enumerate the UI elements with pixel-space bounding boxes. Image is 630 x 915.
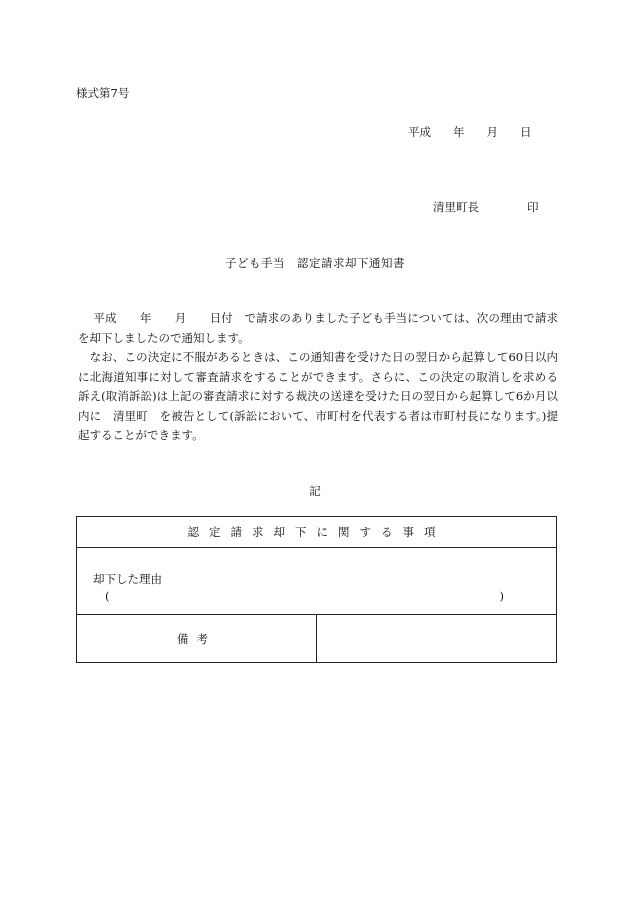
issuer-line	[433, 199, 539, 215]
seal-mark: 印	[527, 200, 539, 214]
reason-cell	[77, 548, 557, 615]
p1-year: 年	[139, 311, 152, 325]
p1-month: 月	[174, 311, 187, 325]
issue-date	[408, 124, 532, 140]
p1-day: 日付	[209, 311, 233, 325]
notice-paragraph-2	[78, 348, 558, 446]
form-number: 様式第7号	[76, 86, 130, 100]
p1-text: で請求のありました子ども手当については、次の理由で請求を却下しましたので通知します。	[78, 311, 559, 345]
date-month-unit: 月	[486, 125, 498, 139]
issuer-name: 清里町長	[433, 200, 479, 214]
remarks-label: 備考	[77, 615, 317, 663]
reason-paren-open: (	[105, 589, 110, 603]
document-title: 子ども手当 認定請求却下通知書	[225, 256, 405, 270]
table-header: 認定請求却下に関する事項	[77, 517, 557, 548]
p2-text: なお、この決定に不服があるときは、この通知書を受けた日の翌日から起算して60日以内に北海道知事に対して審査請求をすることができます。さらに、この決定の取消しを求める訴え(取消訴訟)は上記の審査請求に対する裁決の送達を受けた日の翌日から起算して6か月以内に 清里町 を被告として(訴訟において、市町村を代表する者は市町村長になります。)提起することができます。	[78, 350, 558, 442]
date-year-unit: 年	[453, 125, 465, 139]
p1-era: 平成	[93, 311, 117, 325]
ki-heading: 記	[309, 484, 321, 498]
reason-paren-close: )	[499, 589, 504, 603]
notice-body	[78, 309, 558, 446]
notice-paragraph-1	[78, 309, 558, 348]
date-day-unit: 日	[520, 125, 532, 139]
matters-table	[76, 516, 557, 663]
date-era: 平成	[408, 125, 431, 139]
remarks-value	[317, 615, 557, 663]
reason-label: 却下した理由	[93, 572, 162, 586]
